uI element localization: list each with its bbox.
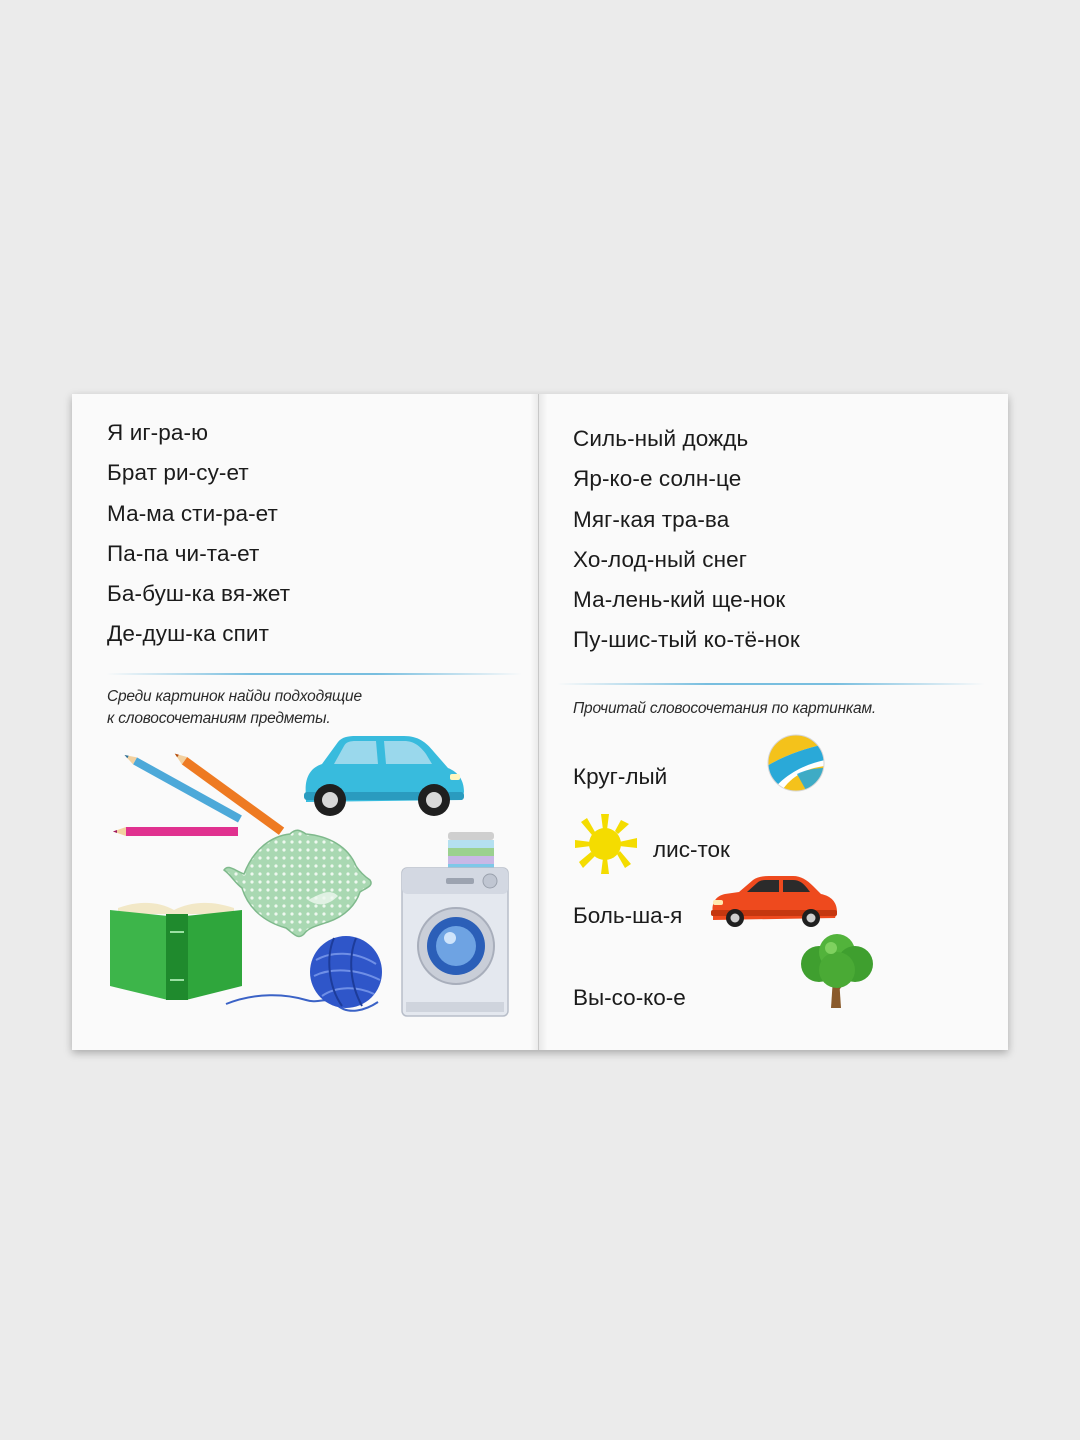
phrase-line: Пу-шис-тый ко-тё-нок: [573, 627, 800, 653]
picture-word: Вы-со-ко-е: [573, 985, 686, 1010]
phrase-list: [573, 419, 800, 661]
picture-word: Круг-лый: [573, 764, 668, 789]
instruction-line: Среди картинок найди подходящие: [107, 688, 362, 705]
tree-icon: [797, 934, 877, 1010]
phrase-line: Силь-ный дождь: [573, 426, 749, 451]
pillow-icon: [224, 830, 374, 940]
beach-ball-icon: [767, 734, 825, 792]
picture-word: лис-ток: [653, 837, 730, 862]
pink-pencil-icon: [112, 825, 242, 839]
washing-machine-icon: [402, 832, 512, 1018]
phrase-line: Хо-лод-ный снег: [573, 546, 748, 572]
sun-icon: [573, 812, 639, 876]
sentence-line: Я иг-ра-ю: [107, 420, 209, 445]
red-car-icon: [709, 874, 839, 928]
left-page: [72, 394, 539, 1050]
blue-car-icon: [300, 734, 468, 820]
sentence-line: Ба-буш-ка вя-жет: [107, 581, 291, 607]
picture-word: Боль-ша-я: [573, 903, 683, 928]
open-book: [72, 394, 1008, 1050]
right-page: [539, 394, 1008, 1050]
sentence-list: [107, 413, 290, 655]
sentence-line: Па-па чи-та-ет: [107, 540, 260, 566]
phrase-line: Мяг-кая тра-ва: [573, 506, 730, 532]
yarn-ball-icon: [226, 934, 386, 1020]
instruction-line: к словосочетаниям предметы.: [107, 710, 331, 727]
divider-line: [557, 683, 985, 685]
sentence-line: Ма-ма сти-ра-ет: [107, 500, 278, 526]
divider-line: [106, 673, 522, 675]
sentence-line: Де-душ-ка спит: [107, 621, 269, 647]
green-book-icon: [110, 892, 244, 1002]
phrase-line: Яр-ко-е солн-це: [573, 466, 742, 492]
right-instruction: Прочитай словосочетания по картинкам.: [573, 700, 876, 717]
phrase-line: Ма-лень-кий ще-нок: [573, 587, 786, 613]
left-instruction: [107, 686, 362, 730]
sentence-line: Брат ри-су-ет: [107, 460, 249, 486]
